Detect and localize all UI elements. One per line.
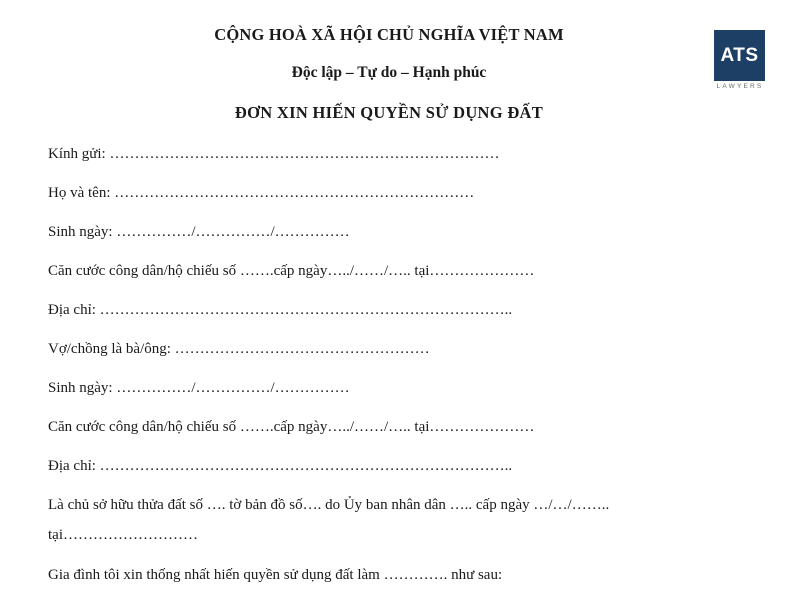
field-recipient: Kính gửi: …………………………………………………………………… — [48, 146, 500, 162]
field-land-owner: Là chủ sở hữu thửa đất số …. tờ bản đồ số…. do Ủy ban nhân dân ….. cấp ngày …/…/…….. — [48, 497, 610, 513]
ats-lawyers-logo — [714, 30, 766, 92]
field-id-number: Căn cước công dân/hộ chiếu số …….cấp ngày…../……/….. tại………………… — [48, 263, 535, 279]
field-spouse-id-number: Căn cước công dân/hộ chiếu số …….cấp ngày…../……/….. tại………………… — [48, 419, 535, 435]
field-spouse-birth-date: Sinh ngày: ……………/……………/…………… — [48, 380, 350, 396]
motto: Độc lập – Tự do – Hạnh phúc — [291, 64, 487, 81]
logo-subtitle: LAWYERS — [716, 83, 764, 90]
field-land-location: tại……………………… — [48, 527, 198, 543]
field-spouse-address: Địa chỉ: ……………………………………………………………………….. — [48, 458, 513, 474]
field-full-name: Họ và tên: ……………………………………………………………… — [48, 185, 475, 201]
document-title: ĐƠN XIN HIẾN QUYỀN SỬ DỤNG ĐẤT — [234, 103, 544, 122]
field-birth-date: Sinh ngày: ……………/……………/…………… — [48, 224, 350, 240]
logo-mark: ATS — [714, 30, 765, 81]
field-donation-statement: Gia đình tôi xin thống nhất hiến quyền sử dụng đất làm …………. như sau: — [48, 567, 503, 583]
field-spouse: Vợ/chồng là bà/ông: …………………………………………… — [48, 341, 430, 357]
field-address: Địa chỉ: ……………………………………………………………………….. — [48, 302, 513, 318]
national-title: CỘNG HOÀ XÃ HỘI CHỦ NGHĨA VIỆT NAM — [214, 25, 564, 44]
